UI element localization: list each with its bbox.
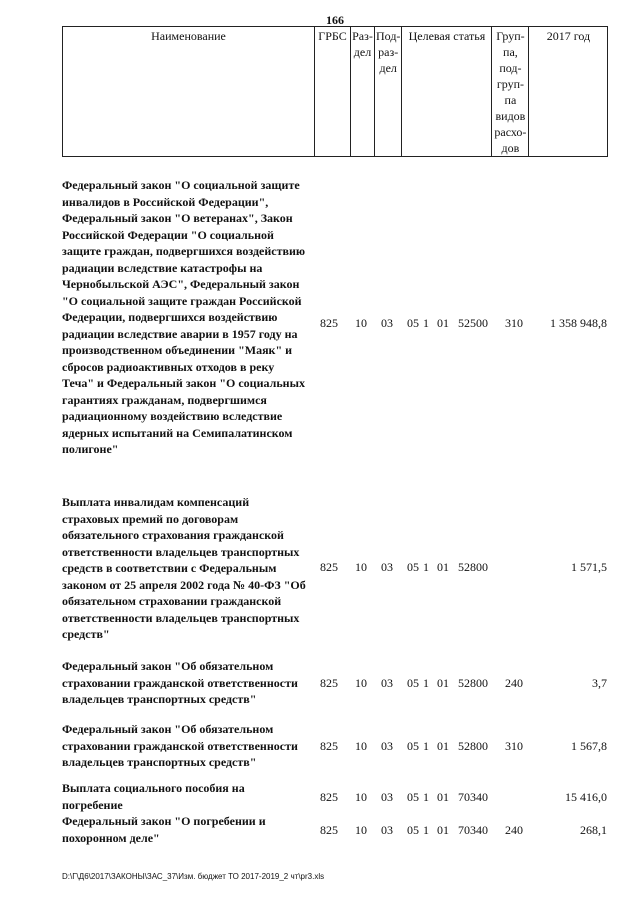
row-grbs: 825 bbox=[320, 560, 338, 574]
row-podrazdel: 03 bbox=[381, 790, 393, 804]
row-target-event: 01 bbox=[437, 316, 449, 330]
header-podrazdel: Под- раз- дел bbox=[375, 27, 402, 157]
page-number: 166 bbox=[326, 13, 344, 27]
table-row bbox=[62, 813, 618, 847]
row-target-program: 05 bbox=[407, 316, 419, 330]
row-target-code: 52800 bbox=[458, 676, 488, 690]
row-target-code: 70340 bbox=[458, 790, 488, 804]
row-name: Федеральный закон "О погребении и похоронном деле" bbox=[62, 814, 266, 845]
row-razdel: 10 bbox=[355, 676, 367, 690]
table-row bbox=[62, 177, 618, 467]
row-grbs: 825 bbox=[320, 739, 338, 753]
row-target-subprogram: 1 bbox=[423, 823, 429, 837]
row-razdel: 10 bbox=[355, 560, 367, 574]
row-name: Федеральный закон "Об обязательном страховании гражданской ответственности владельцев транспортных средств" bbox=[62, 722, 298, 769]
row-target-code: 52800 bbox=[458, 739, 488, 753]
row-podrazdel: 03 bbox=[381, 823, 393, 837]
row-target-subprogram: 1 bbox=[423, 560, 429, 574]
row-target-code: 52500 bbox=[458, 316, 488, 330]
table-row bbox=[62, 721, 618, 773]
header-year-2017: 2017 год bbox=[529, 27, 608, 157]
row-podrazdel: 03 bbox=[381, 739, 393, 753]
row-target-subprogram: 1 bbox=[423, 676, 429, 690]
row-amount: 3,7 bbox=[592, 676, 607, 690]
header-grbs: ГРБС bbox=[315, 27, 351, 157]
row-target-code: 52800 bbox=[458, 560, 488, 574]
row-target-event: 01 bbox=[437, 676, 449, 690]
row-amount: 1 567,8 bbox=[571, 739, 607, 753]
row-target-subprogram: 1 bbox=[423, 790, 429, 804]
table-row bbox=[62, 658, 618, 710]
row-podrazdel: 03 bbox=[381, 560, 393, 574]
row-podrazdel: 03 bbox=[381, 676, 393, 690]
row-target-code: 70340 bbox=[458, 823, 488, 837]
header-razdel: Раз- дел bbox=[351, 27, 375, 157]
header-name: Наименование bbox=[63, 27, 315, 157]
row-expense-group: 310 bbox=[505, 739, 523, 753]
row-razdel: 10 bbox=[355, 739, 367, 753]
row-target-program: 05 bbox=[407, 739, 419, 753]
row-grbs: 825 bbox=[320, 823, 338, 837]
row-target-subprogram: 1 bbox=[423, 739, 429, 753]
row-target-event: 01 bbox=[437, 739, 449, 753]
row-razdel: 10 bbox=[355, 316, 367, 330]
header-expense-group: Груп- па, под- груп- па видов расхо- дов bbox=[492, 27, 529, 157]
row-razdel: 10 bbox=[355, 790, 367, 804]
row-amount: 1 571,5 bbox=[571, 560, 607, 574]
row-name: Выплата инвалидам компенсаций страховых премий по договорам обязательного страхования гражданской ответственности владельцев транспортных средств в соответствии с Федеральным законом от 25 апреля 2002 года № 40-ФЗ "Об обязательном страховании гражданской ответственности владельцев транспортных средств" bbox=[62, 495, 306, 641]
row-grbs: 825 bbox=[320, 676, 338, 690]
table-row bbox=[62, 494, 618, 644]
row-target-subprogram: 1 bbox=[423, 316, 429, 330]
footer-file-path: D:\Г\Д6\2017\ЗАКОНЫ\ЗАС_37\Изм. бюджет ТО 2017-2019_2 чт\pr3.xls bbox=[62, 872, 325, 881]
row-target-event: 01 bbox=[437, 560, 449, 574]
table-header bbox=[62, 26, 608, 157]
table-row bbox=[62, 780, 618, 814]
row-amount: 1 358 948,8 bbox=[550, 316, 607, 330]
row-name: Федеральный закон "О социальной защите инвалидов в Российской Федерации", Федеральный закон "О ветеранах", Закон Российской Федерации "О социальной защите граждан, подвергшихся воздействию радиации вследствие катастрофы на Чернобыльской АЭС", Федеральный закон "О социальной защите граждан Российской Федерации, подвергшихся воздействию радиации вследствие аварии в 1957 году на производственном объединении "Маяк" и сбросов радиоактивных отходов в реку Теча" и Федеральный закон "О социальных гарантиях гражданам, подвергшимся радиационному воздействию вследствие ядерных испытаний на Семипалатинском полигоне" bbox=[62, 178, 306, 456]
row-target-event: 01 bbox=[437, 823, 449, 837]
row-name: Федеральный закон "Об обязательном страховании гражданской ответственности владельцев транспортных средств" bbox=[62, 659, 298, 706]
row-target-program: 05 bbox=[407, 823, 419, 837]
row-target-program: 05 bbox=[407, 560, 419, 574]
row-target-program: 05 bbox=[407, 676, 419, 690]
row-grbs: 825 bbox=[320, 316, 338, 330]
row-name: Выплата социального пособия на погребение bbox=[62, 781, 245, 812]
row-expense-group: 240 bbox=[505, 676, 523, 690]
row-podrazdel: 03 bbox=[381, 316, 393, 330]
row-razdel: 10 bbox=[355, 823, 367, 837]
row-grbs: 825 bbox=[320, 790, 338, 804]
row-expense-group: 240 bbox=[505, 823, 523, 837]
header-target-article: Целевая статья bbox=[402, 27, 492, 157]
row-expense-group: 310 bbox=[505, 316, 523, 330]
row-target-program: 05 bbox=[407, 790, 419, 804]
row-amount: 15 416,0 bbox=[565, 790, 607, 804]
row-target-event: 01 bbox=[437, 790, 449, 804]
row-amount: 268,1 bbox=[580, 823, 607, 837]
